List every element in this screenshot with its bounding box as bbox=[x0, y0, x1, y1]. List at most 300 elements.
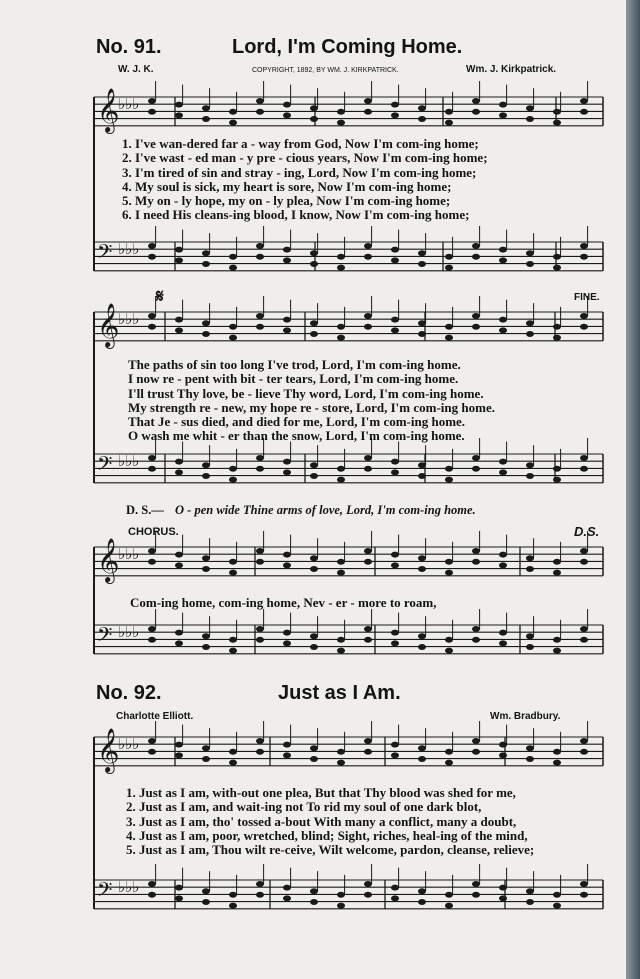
key-signature: ♭♭♭ bbox=[118, 310, 140, 328]
key-signature: ♭♭♭ bbox=[118, 240, 140, 258]
note-head bbox=[526, 899, 534, 905]
note-head bbox=[175, 742, 183, 748]
copyright-line: COPYRIGHT, 1892, BY WM. J. KIRKPATRICK. bbox=[252, 67, 399, 74]
note-head bbox=[499, 640, 507, 646]
note-head bbox=[202, 644, 210, 650]
note-head bbox=[202, 331, 210, 337]
note-head bbox=[310, 250, 318, 256]
note-head bbox=[553, 559, 561, 565]
verse-line: 6. I need His cleans-ing blood, I know, Now I'm com-ing home; bbox=[122, 207, 470, 223]
note-head bbox=[391, 247, 399, 253]
note-head bbox=[229, 254, 237, 260]
verse-line: I now re - pent with bit - ter tears, Lord, I'm com-ing home. bbox=[128, 371, 459, 387]
note-head bbox=[445, 109, 453, 115]
note-head bbox=[364, 313, 372, 319]
note-head bbox=[148, 313, 156, 319]
note-head bbox=[580, 749, 588, 755]
note-head bbox=[526, 261, 534, 267]
note-head bbox=[553, 335, 561, 341]
verse-line: 1. I've wan-dered far a - way from God, Now I'm com-ing home; bbox=[122, 136, 479, 151]
note-head bbox=[418, 320, 426, 326]
note-head bbox=[256, 881, 264, 887]
note-head bbox=[472, 313, 480, 319]
verse-line: 5. My on - ly hope, my on - ly plea, Now I'm com-ing home; bbox=[122, 193, 451, 209]
note-head bbox=[283, 552, 291, 558]
note-head bbox=[337, 749, 345, 755]
note-head bbox=[580, 559, 588, 565]
note-head bbox=[175, 752, 183, 758]
note-head bbox=[337, 559, 345, 565]
note-head bbox=[391, 885, 399, 891]
note-head bbox=[580, 98, 588, 104]
note-head bbox=[202, 633, 210, 639]
note-head bbox=[445, 637, 453, 643]
note-head bbox=[310, 633, 318, 639]
note-head bbox=[364, 455, 372, 461]
note-head bbox=[499, 742, 507, 748]
note-head bbox=[283, 562, 291, 568]
note-head bbox=[472, 881, 480, 887]
note-head bbox=[364, 749, 372, 755]
note-head bbox=[229, 760, 237, 766]
note-head bbox=[256, 466, 264, 472]
note-head bbox=[337, 648, 345, 654]
note-head bbox=[391, 742, 399, 748]
note-head bbox=[229, 892, 237, 898]
bass-clef: 𝄢 bbox=[97, 240, 113, 268]
hymn-title: Lord, I'm Coming Home. bbox=[232, 36, 463, 58]
note-head bbox=[175, 895, 183, 901]
note-head bbox=[202, 105, 210, 111]
note-head bbox=[310, 116, 318, 122]
ds-prefix: D. S.— bbox=[126, 503, 164, 517]
note-head bbox=[310, 261, 318, 267]
note-head bbox=[499, 752, 507, 758]
note-head bbox=[229, 324, 237, 330]
note-head bbox=[310, 331, 318, 337]
note-head bbox=[364, 254, 372, 260]
note-head bbox=[148, 738, 156, 744]
note-head bbox=[472, 254, 480, 260]
note-head bbox=[337, 265, 345, 271]
note-head bbox=[580, 109, 588, 115]
note-head bbox=[364, 892, 372, 898]
note-head bbox=[310, 555, 318, 561]
note-head bbox=[472, 109, 480, 115]
note-head bbox=[148, 892, 156, 898]
note-head bbox=[202, 888, 210, 894]
note-head bbox=[553, 749, 561, 755]
chorus-label: CHORUS. bbox=[128, 526, 179, 538]
note-head bbox=[580, 881, 588, 887]
note-head bbox=[283, 630, 291, 636]
note-head bbox=[553, 477, 561, 483]
note-head bbox=[580, 455, 588, 461]
note-head bbox=[580, 243, 588, 249]
note-head bbox=[202, 555, 210, 561]
note-head bbox=[310, 462, 318, 468]
key-signature: ♭♭♭ bbox=[118, 623, 140, 641]
verse-line: 3. I'm tired of sin and stray - ing, Lord, Now I'm com-ing home; bbox=[122, 164, 477, 180]
chorus-lyrics: Com-ing home, com-ing home, Nev - er - more to roam, bbox=[130, 595, 437, 610]
note-head bbox=[202, 320, 210, 326]
note-head bbox=[526, 116, 534, 122]
verse-block-2 bbox=[128, 358, 495, 444]
note-head bbox=[256, 637, 264, 643]
note-head bbox=[418, 756, 426, 762]
key-signature: ♭♭♭ bbox=[118, 95, 140, 113]
note-head bbox=[499, 112, 507, 118]
note-head bbox=[256, 749, 264, 755]
note-head bbox=[229, 466, 237, 472]
note-head bbox=[553, 892, 561, 898]
note-head bbox=[445, 254, 453, 260]
note-head bbox=[499, 102, 507, 108]
note-head bbox=[526, 105, 534, 111]
note-head bbox=[553, 648, 561, 654]
note-head bbox=[499, 885, 507, 891]
note-head bbox=[148, 548, 156, 554]
note-head bbox=[445, 324, 453, 330]
note-head bbox=[148, 637, 156, 643]
note-head bbox=[175, 552, 183, 558]
note-head bbox=[499, 317, 507, 323]
note-head bbox=[202, 116, 210, 122]
verse-line: O wash me whit - er than the snow, Lord, I'm com-ing home. bbox=[128, 428, 465, 444]
note-head bbox=[391, 102, 399, 108]
note-head bbox=[580, 626, 588, 632]
note-head bbox=[418, 899, 426, 905]
note-head bbox=[229, 648, 237, 654]
verse-block-1 bbox=[122, 137, 488, 223]
composer-2: Wm. Bradbury. bbox=[490, 711, 561, 722]
note-head bbox=[418, 462, 426, 468]
note-head bbox=[175, 317, 183, 323]
verse-line: 2. Just as I am, and wait-ing not To rid my soul of one dark blot, bbox=[126, 799, 482, 815]
note-head bbox=[337, 570, 345, 576]
note-head bbox=[256, 626, 264, 632]
note-head bbox=[256, 548, 264, 554]
note-head bbox=[337, 324, 345, 330]
verse-line: My strength re - new, my hope re - store, Lord, I'm com-ing home. bbox=[128, 399, 495, 415]
page-edge bbox=[626, 0, 640, 979]
note-head bbox=[553, 254, 561, 260]
note-head bbox=[229, 637, 237, 643]
note-head bbox=[580, 637, 588, 643]
note-head bbox=[580, 892, 588, 898]
note-head bbox=[472, 738, 480, 744]
note-head bbox=[364, 559, 372, 565]
note-head bbox=[310, 899, 318, 905]
key-signature: ♭♭♭ bbox=[118, 545, 140, 563]
note-head bbox=[310, 473, 318, 479]
note-head bbox=[202, 473, 210, 479]
note-head bbox=[148, 559, 156, 565]
note-head bbox=[553, 324, 561, 330]
note-head bbox=[526, 331, 534, 337]
note-head bbox=[391, 112, 399, 118]
note-head bbox=[526, 888, 534, 894]
note-head bbox=[418, 745, 426, 751]
note-head bbox=[175, 885, 183, 891]
note-head bbox=[310, 745, 318, 751]
note-head bbox=[553, 466, 561, 472]
note-head bbox=[391, 562, 399, 568]
note-head bbox=[526, 633, 534, 639]
verse-line: That Je - sus died, and died for me, Lord, I'm com-ing home. bbox=[128, 414, 466, 430]
note-head bbox=[337, 335, 345, 341]
note-head bbox=[445, 648, 453, 654]
note-head bbox=[418, 105, 426, 111]
note-head bbox=[472, 455, 480, 461]
segno-sign: 𝄋 bbox=[156, 286, 164, 306]
note-head bbox=[418, 261, 426, 267]
note-head bbox=[391, 752, 399, 758]
note-head bbox=[283, 102, 291, 108]
note-head bbox=[310, 756, 318, 762]
verse-line: 4. Just as I am, poor, wretched, blind; Sight, riches, heal-ing of the mind, bbox=[126, 827, 528, 843]
note-head bbox=[391, 630, 399, 636]
note-head bbox=[283, 247, 291, 253]
note-head bbox=[364, 98, 372, 104]
note-head bbox=[364, 738, 372, 744]
note-head bbox=[202, 250, 210, 256]
note-head bbox=[499, 552, 507, 558]
note-head bbox=[499, 895, 507, 901]
note-head bbox=[229, 903, 237, 909]
note-head bbox=[337, 254, 345, 260]
note-head bbox=[472, 98, 480, 104]
note-head bbox=[445, 760, 453, 766]
hymn-title-2: Just as I Am. bbox=[278, 682, 401, 704]
note-head bbox=[148, 98, 156, 104]
note-head bbox=[283, 640, 291, 646]
note-head bbox=[526, 320, 534, 326]
treble-clef: 𝄞 bbox=[97, 88, 120, 132]
note-head bbox=[418, 566, 426, 572]
note-head bbox=[229, 559, 237, 565]
note-head bbox=[310, 644, 318, 650]
note-head bbox=[553, 120, 561, 126]
note-head bbox=[445, 749, 453, 755]
note-head bbox=[580, 313, 588, 319]
note-head bbox=[148, 324, 156, 330]
note-head bbox=[418, 888, 426, 894]
note-head bbox=[310, 888, 318, 894]
verse-line: The paths of sin too long I've trod, Lord, I'm com-ing home. bbox=[128, 357, 461, 372]
note-head bbox=[472, 548, 480, 554]
note-head bbox=[472, 637, 480, 643]
note-head bbox=[445, 570, 453, 576]
note-head bbox=[391, 327, 399, 333]
note-head bbox=[283, 895, 291, 901]
note-head bbox=[418, 116, 426, 122]
note-head bbox=[526, 644, 534, 650]
note-head bbox=[175, 469, 183, 475]
note-head bbox=[445, 903, 453, 909]
note-head bbox=[256, 559, 264, 565]
bass-clef: 𝄢 bbox=[97, 878, 113, 906]
note-head bbox=[337, 903, 345, 909]
note-head bbox=[553, 903, 561, 909]
note-head bbox=[175, 112, 183, 118]
note-head bbox=[499, 630, 507, 636]
note-head bbox=[445, 466, 453, 472]
note-head bbox=[472, 749, 480, 755]
note-head bbox=[364, 548, 372, 554]
author: Charlotte Elliott. bbox=[116, 711, 194, 722]
note-head bbox=[364, 324, 372, 330]
note-head bbox=[229, 477, 237, 483]
note-head bbox=[148, 455, 156, 461]
note-head bbox=[580, 738, 588, 744]
note-head bbox=[364, 466, 372, 472]
note-head bbox=[391, 469, 399, 475]
note-head bbox=[202, 462, 210, 468]
note-head bbox=[310, 320, 318, 326]
note-head bbox=[553, 265, 561, 271]
note-head bbox=[499, 469, 507, 475]
note-head bbox=[175, 247, 183, 253]
note-head bbox=[202, 899, 210, 905]
ds-text: O - pen wide Thine arms of love, Lord, I'm com-ing home. bbox=[175, 503, 476, 517]
note-head bbox=[553, 570, 561, 576]
note-head bbox=[526, 250, 534, 256]
bass-clef: 𝄢 bbox=[97, 623, 113, 651]
note-head bbox=[256, 254, 264, 260]
note-head bbox=[364, 637, 372, 643]
note-head bbox=[364, 881, 372, 887]
note-head bbox=[445, 335, 453, 341]
fine-marking: FINE. bbox=[574, 292, 600, 303]
note-head bbox=[175, 102, 183, 108]
note-head bbox=[229, 120, 237, 126]
treble-clef: 𝄞 bbox=[97, 538, 120, 582]
author-initials: W. J. K. bbox=[118, 64, 154, 75]
note-head bbox=[526, 462, 534, 468]
note-head bbox=[256, 98, 264, 104]
note-head bbox=[283, 112, 291, 118]
note-head bbox=[364, 109, 372, 115]
note-head bbox=[391, 459, 399, 465]
note-head bbox=[418, 644, 426, 650]
note-head bbox=[148, 243, 156, 249]
note-head bbox=[364, 243, 372, 249]
note-head bbox=[148, 254, 156, 260]
note-head bbox=[229, 265, 237, 271]
note-head bbox=[337, 120, 345, 126]
key-signature: ♭♭♭ bbox=[118, 452, 140, 470]
verse-line: 2. I've wast - ed man - y pre - cious years, Now I'm com-ing home; bbox=[122, 150, 488, 166]
note-head bbox=[499, 459, 507, 465]
note-head bbox=[148, 466, 156, 472]
note-head bbox=[391, 317, 399, 323]
note-head bbox=[283, 459, 291, 465]
note-head bbox=[148, 749, 156, 755]
note-head bbox=[418, 331, 426, 337]
note-head bbox=[418, 555, 426, 561]
note-head bbox=[499, 257, 507, 263]
note-head bbox=[256, 738, 264, 744]
note-head bbox=[148, 626, 156, 632]
note-head bbox=[526, 555, 534, 561]
note-head bbox=[283, 752, 291, 758]
verse-block-3 bbox=[126, 786, 534, 857]
note-head bbox=[283, 885, 291, 891]
note-head bbox=[256, 243, 264, 249]
note-head bbox=[283, 742, 291, 748]
note-head bbox=[310, 105, 318, 111]
note-head bbox=[283, 257, 291, 263]
note-head bbox=[256, 455, 264, 461]
key-signature: ♭♭♭ bbox=[118, 735, 140, 753]
bass-clef: 𝄢 bbox=[97, 452, 113, 480]
note-head bbox=[202, 745, 210, 751]
note-head bbox=[445, 477, 453, 483]
note-head bbox=[337, 760, 345, 766]
note-head bbox=[499, 562, 507, 568]
note-head bbox=[553, 760, 561, 766]
note-head bbox=[526, 745, 534, 751]
note-head bbox=[229, 749, 237, 755]
note-head bbox=[148, 881, 156, 887]
note-head bbox=[337, 892, 345, 898]
note-head bbox=[229, 570, 237, 576]
note-head bbox=[472, 559, 480, 565]
note-head bbox=[445, 892, 453, 898]
note-head bbox=[445, 120, 453, 126]
note-head bbox=[229, 109, 237, 115]
verse-line: I'll trust Thy love, be - lieve Thy word, Lord, I'm com-ing home. bbox=[128, 385, 484, 401]
verse-line: 4. My soul is sick, my heart is sore, Now I'm com-ing home; bbox=[122, 178, 452, 194]
verse-line: 5. Just as I am, Thou wilt re-ceive, Wilt welcome, pardon, cleanse, relieve; bbox=[126, 842, 535, 858]
note-head bbox=[337, 637, 345, 643]
note-head bbox=[337, 466, 345, 472]
verse-line: 3. Just as I am, tho' tossed a-bout With many a conflict, many a doubt, bbox=[126, 813, 517, 829]
note-head bbox=[229, 335, 237, 341]
note-head bbox=[391, 895, 399, 901]
note-head bbox=[256, 313, 264, 319]
note-head bbox=[175, 562, 183, 568]
note-head bbox=[418, 473, 426, 479]
note-head bbox=[472, 466, 480, 472]
note-head bbox=[364, 626, 372, 632]
hymn-number-2: No. 92. bbox=[96, 682, 162, 704]
note-head bbox=[391, 552, 399, 558]
note-head bbox=[283, 317, 291, 323]
note-head bbox=[202, 756, 210, 762]
note-head bbox=[256, 324, 264, 330]
note-head bbox=[418, 250, 426, 256]
note-head bbox=[472, 243, 480, 249]
note-head bbox=[472, 626, 480, 632]
note-head bbox=[391, 640, 399, 646]
note-head bbox=[580, 548, 588, 554]
note-head bbox=[445, 559, 453, 565]
note-head bbox=[283, 327, 291, 333]
note-head bbox=[256, 892, 264, 898]
note-head bbox=[175, 459, 183, 465]
note-head bbox=[526, 473, 534, 479]
note-head bbox=[175, 630, 183, 636]
note-head bbox=[175, 640, 183, 646]
note-head bbox=[256, 109, 264, 115]
key-signature: ♭♭♭ bbox=[118, 878, 140, 896]
note-head bbox=[526, 756, 534, 762]
note-head bbox=[337, 109, 345, 115]
note-head bbox=[418, 633, 426, 639]
note-head bbox=[472, 892, 480, 898]
